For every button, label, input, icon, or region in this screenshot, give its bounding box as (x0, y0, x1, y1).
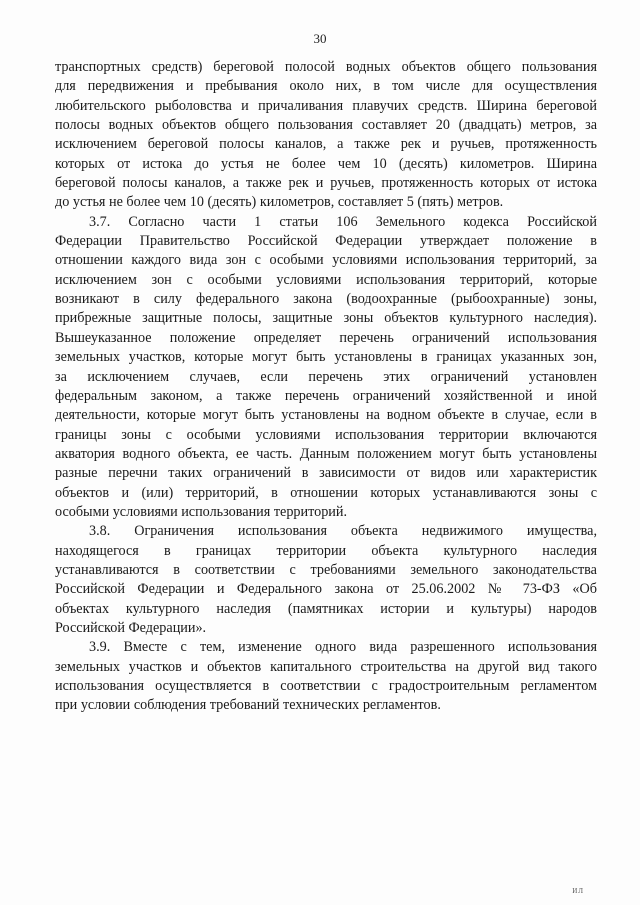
text-line: Российской Федерации и Федерального закона от 25.06.2002 № 73-ФЗ «Об (55, 581, 597, 598)
text-line: возникают в силу федерального закона (водоохранные (рыбоохранные) зоны, (55, 291, 597, 308)
text-line: исключением зон с особыми условиями использования территорий, которые (55, 271, 597, 288)
text-line: использования осуществляется в соответствии с градостроительным регламентом (55, 678, 597, 694)
text-line: транспортных средств) береговой полосой водных объектов общего пользования (55, 59, 597, 75)
text-line: объектах культурного наследия (памятниках истории и культуры) народов (55, 600, 597, 617)
text-line: за исключением случаев, если перечень этих ограничений установлен (55, 368, 597, 385)
paragraph-3-9 (55, 638, 597, 715)
text-line: для передвижения и пребывания около них, в том числе для осуществления (55, 78, 597, 95)
text-line: береговой полосы каналов, а также рек и ручьев, протяженность которых от истока (55, 175, 597, 192)
text-line: полосы водных объектов общего пользования составляет 20 (двадцать) метров, за (55, 117, 597, 134)
text-line: объектов и (или) территорий, в отношении которых устанавливаются зоны с (55, 484, 597, 501)
text-line: акватория водного объекта, ее часть. Данным положением могут быть установлены (55, 445, 597, 462)
text-line: которых от истока до устья не более чем 10 (десять) километров. Ширина (55, 155, 597, 172)
corner-mark: ИЛ (572, 887, 584, 895)
document-body (55, 58, 597, 716)
text-line: прибрежные защитные полосы, защитные зоны объектов культурного наследия). (55, 310, 597, 327)
text-line: находящегося в границах территории объекта культурного наследия (55, 542, 597, 559)
text-line: исключением береговой полосы каналов, а также рек и ручьев, протяженность (55, 136, 597, 153)
paragraph-3-8 (55, 522, 597, 638)
text-line: 3.7. Согласно части 1 статьи 106 Земельного кодекса Российской (89, 213, 597, 230)
text-line: Вышеуказанное положение определяет перечень ограничений использования (55, 329, 597, 346)
text-line: 3.8. Ограничения использования объекта недвижимого имущества, (89, 523, 597, 540)
text-line: 3.9. Вместе с тем, изменение одного вида разрешенного использования (89, 639, 597, 656)
paragraph-3-7 (55, 213, 597, 523)
text-line: Федерации Правительство Российской Федерации утверждает положение в (55, 233, 597, 250)
text-line: устанавливаются в соответствии с требованиями земельного законодательства (55, 561, 597, 578)
text-line: земельных участков, которые могут быть установлены в границах указанных зон, (55, 349, 597, 366)
text-line: отношении каждого вида зон с особыми условиями использования территорий, за (55, 252, 597, 269)
paragraph-continuation (55, 58, 597, 213)
text-line: земельных участков и объектов капитального строительства на другой вид такого (55, 658, 597, 675)
text-line: при условии соблюдения требований технических регламентов. (55, 697, 441, 714)
text-line: деятельности, которые могут быть установлены на водном объекте в случае, если в (55, 407, 597, 424)
text-line: Российской Федерации». (55, 619, 207, 636)
text-line: границы зоны с особыми условиями использования территории включаются (55, 426, 597, 443)
text-line: разные перечни таких ограничений в зависимости от видов или характеристик (55, 465, 597, 482)
text-line: любительского рыболовства и причаливания плавучих средств. Ширина береговой (55, 97, 597, 114)
text-line: особыми условиями использования территорий. (55, 503, 348, 520)
text-line: до устья не более чем 10 (десять) километров, составляет 5 (пять) метров. (55, 194, 504, 211)
page-number: 30 (313, 31, 327, 46)
text-line: федеральным законом, а также перечень ограничений хозяйственной и иной (55, 387, 597, 404)
